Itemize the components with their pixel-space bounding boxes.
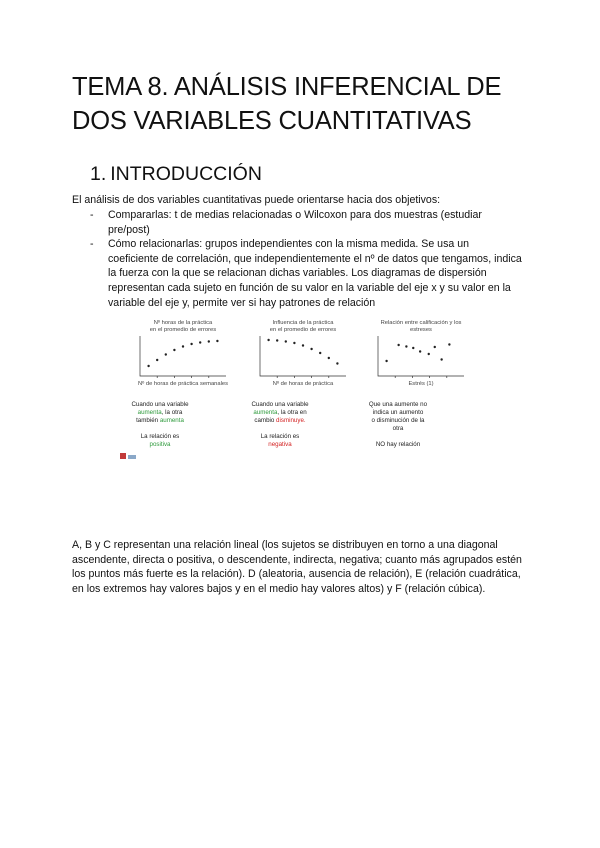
panel-x-label: Nº de horas de práctica: [272, 381, 334, 387]
panel-description-run: , la otra: [161, 409, 183, 416]
scatter-point: [293, 342, 295, 344]
panel-x-label: Nº de horas de práctica semanales: [137, 381, 229, 387]
institution-logo-mark: [120, 453, 126, 459]
objectives-list: [72, 208, 522, 310]
scatter-point: [440, 358, 442, 360]
panel-description-run: disminuye.: [276, 417, 306, 424]
panel-title: Nº horas de la práctica: [153, 320, 213, 326]
panel-description-run: Que una aumente no: [368, 401, 428, 408]
panel-description-line: [131, 401, 189, 408]
scatter-point: [173, 349, 175, 351]
panel-verdict-line: [261, 433, 300, 440]
scatter-point: [147, 365, 149, 367]
section-heading: [90, 161, 262, 187]
scatter-point: [276, 339, 278, 341]
panel-description-line: [138, 409, 183, 416]
panel-description-run: indica un aumento: [372, 409, 424, 416]
scatter-point: [428, 353, 430, 355]
scatter-point: [397, 344, 399, 346]
scatter-point: [216, 340, 218, 342]
panel-description-run: Cuando una variable: [131, 401, 189, 408]
panel-description-line: [393, 425, 404, 432]
panel-axes: [140, 336, 226, 376]
panel-description-run: , la otra en: [277, 409, 307, 416]
panel-title: en el promedio de errores: [149, 327, 217, 333]
panel-description-line: [369, 401, 428, 408]
scatter-point: [199, 341, 201, 343]
panel-description-line: [372, 417, 426, 424]
scatter-point: [165, 353, 167, 355]
panel-title: Relación entre calificación y los: [380, 320, 462, 326]
panel-verdict-run: La relación es: [140, 433, 180, 440]
panel-axes: [260, 336, 346, 376]
list-marker: -: [90, 209, 94, 221]
panel-description-run: aumenta: [253, 409, 278, 416]
panel-title: Influencia de la práctica: [272, 320, 334, 326]
scatter-point: [285, 340, 287, 342]
section-number: 1.: [90, 163, 107, 185]
closing-paragraph: A, B y C representan una relación lineal (los sujetos se distribuyen en torno a una diagonal ascendente, directa o positiva, o descendente, indirecta, negativa; cuanto más agrupados estén los puntos más fuerte es la relación). D (aleatoria, ausencia de relación), E (relación cuadrática, en los extremos hay valores bajos y en el medio hay valores altos) y F (relación cúbica).: [72, 539, 522, 595]
panel-verdict-run: negativa: [268, 441, 292, 448]
scatter-point: [302, 344, 304, 346]
panel-description-line: [254, 417, 306, 424]
scatter-point: [190, 343, 192, 345]
panel-description-line: [136, 417, 184, 424]
scatter-point: [405, 345, 407, 347]
panel-verdict-run: positiva: [149, 441, 171, 448]
panel-verdict-line: [268, 441, 292, 448]
panel-axes: [378, 336, 464, 376]
panel-description-run: también: [136, 417, 160, 424]
panel-description-run: otra: [392, 425, 404, 432]
panel-verdict-run: La relación es: [260, 433, 300, 440]
panel-title: en el promedio de errores: [269, 327, 337, 333]
scatter-point: [182, 345, 184, 347]
panel-description-line: [373, 409, 424, 416]
scatter-point: [328, 357, 330, 359]
scatter-point: [310, 348, 312, 350]
document-title: TEMA 8. ANÁLISIS INFERENCIAL DE DOS VARIABLES CUANTITATIVAS: [72, 73, 502, 135]
scatter-point: [419, 350, 421, 352]
scatter-point: [385, 360, 387, 362]
list-item: [72, 237, 522, 310]
panel-title: estreses: [410, 327, 432, 333]
panel-verdict-line: [376, 441, 421, 448]
panel-verdict-run: NO hay relación: [375, 441, 421, 448]
intro-paragraph: El análisis de dos variables cuantitativas puede orientarse hacia dos objetivos:: [72, 194, 441, 206]
scatter-point: [267, 339, 269, 341]
list-item-text: Cómo relacionarlas: grupos independientes con la misma medida. Se usa un coeficiente de correlación, que independientemente el nº de datos que tengamos, indica la fuerza con la que se relacionan dichas variables. Los diagramas de dispersión representan cada sujeto en función de su valor en la variable del eje x y su valor en la variable del eje y, permite ver si hay patrones de relación: [108, 238, 522, 309]
institution-logo-mark: [128, 455, 136, 459]
panel-verdict-line: [141, 433, 180, 440]
list-item-text: Compararlas: t de medias relacionadas o Wilcoxon para dos muestras (estudiar pre/post): [108, 209, 482, 236]
panel-description-run: o disminución de la: [371, 417, 425, 424]
list-item: [72, 208, 522, 237]
panel-x-label: Estrés (1): [408, 381, 434, 387]
panel-description-run: aumenta: [159, 417, 184, 424]
panel-verdict-line: [150, 441, 172, 448]
scatter-point: [319, 352, 321, 354]
panel-description-line: [253, 409, 307, 416]
scatter-examples-figure: [110, 316, 470, 466]
panel-description-run: Cuando una variable: [251, 401, 309, 408]
section-heading-text: INTRODUCCIÓN: [110, 163, 262, 185]
scatter-point: [208, 340, 210, 342]
panel-description-run: aumenta: [137, 409, 162, 416]
scatter-point: [434, 346, 436, 348]
scatter-point: [448, 343, 450, 345]
scatter-point: [336, 362, 338, 364]
scatter-point: [156, 359, 158, 361]
panel-description-line: [251, 401, 309, 408]
panel-description-run: cambio: [254, 417, 277, 424]
scatter-point: [412, 347, 414, 349]
list-marker: -: [90, 238, 94, 251]
